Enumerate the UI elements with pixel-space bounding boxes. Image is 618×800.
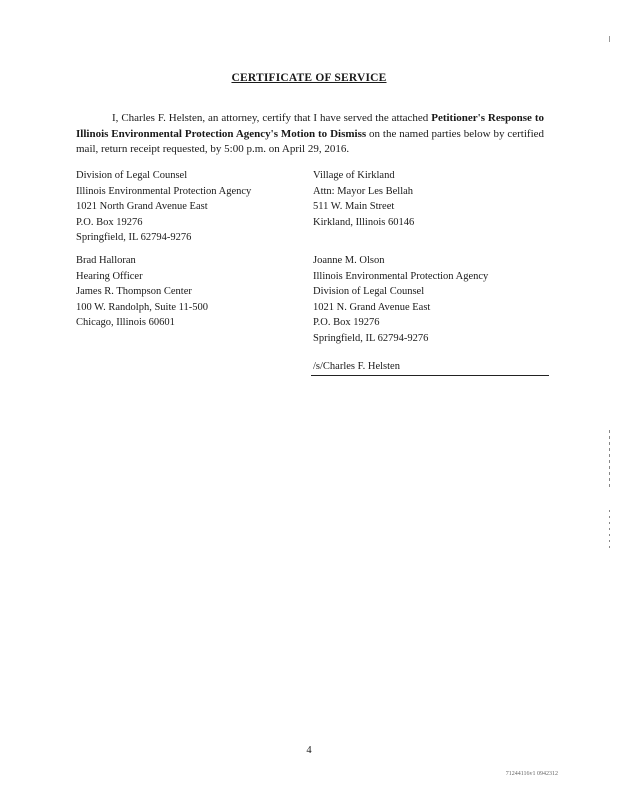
recipient-address-block <box>76 168 251 246</box>
address-line: Division of Legal Counsel <box>313 286 425 297</box>
address-line: 511 W. Main Street <box>313 201 395 212</box>
address-line: Division of Legal Counsel <box>76 170 188 181</box>
signature-line <box>311 375 549 376</box>
address-line: Springfield, IL 62794-9276 <box>76 232 192 243</box>
address-line: Hearing Officer <box>76 270 143 282</box>
certification-outro: on the named parties below by certified mail, return receipt requested, by 5:00 p.m. on April 29, 2016. <box>76 127 545 155</box>
address-line: 1021 North Grand Avenue East <box>76 201 208 212</box>
served-document-title: Petitioner's Response to Illinois Environmental Protection Agency's Motion to Dismiss <box>76 112 544 140</box>
address-line: Joanne M. Olson <box>313 255 385 266</box>
address-line: Village of Kirkland <box>313 170 395 181</box>
page-title: CERTIFICATE OF SERVICE <box>231 72 387 84</box>
address-line: Attn: Mayor Les Bellah <box>313 185 414 197</box>
address-line: P.O. Box 19276 <box>313 317 380 328</box>
recipient-address-block <box>313 168 414 230</box>
signature: /s/Charles F. Helsten <box>313 361 400 372</box>
scan-margin-mark <box>609 430 610 490</box>
page-number: 4 <box>306 745 312 756</box>
scan-margin-mark <box>609 36 610 42</box>
document-id: 71244116v1 0942312 <box>505 771 558 777</box>
certification-paragraph <box>76 111 544 158</box>
address-line: Chicago, Illinois 60601 <box>76 317 175 328</box>
address-line: Kirkland, Illinois 60146 <box>313 216 415 228</box>
recipient-address-block <box>313 253 488 346</box>
address-line: Springfield, IL 62794-9276 <box>313 332 429 344</box>
address-line: 1021 N. Grand Avenue East <box>313 301 431 313</box>
address-line: Illinois Environmental Protection Agency <box>76 185 252 197</box>
address-line: P.O. Box 19276 <box>76 216 143 228</box>
address-line: 100 W. Randolph, Suite 11-500 <box>76 301 209 313</box>
address-line: James R. Thompson Center <box>76 286 192 297</box>
address-line: Brad Halloran <box>76 255 136 266</box>
certification-intro: I, Charles F. Helsten, an attorney, certify that I have served the attached <box>112 112 432 124</box>
scan-margin-mark <box>609 510 610 550</box>
recipient-address-block <box>76 253 208 331</box>
address-line: Illinois Environmental Protection Agency <box>313 270 489 282</box>
